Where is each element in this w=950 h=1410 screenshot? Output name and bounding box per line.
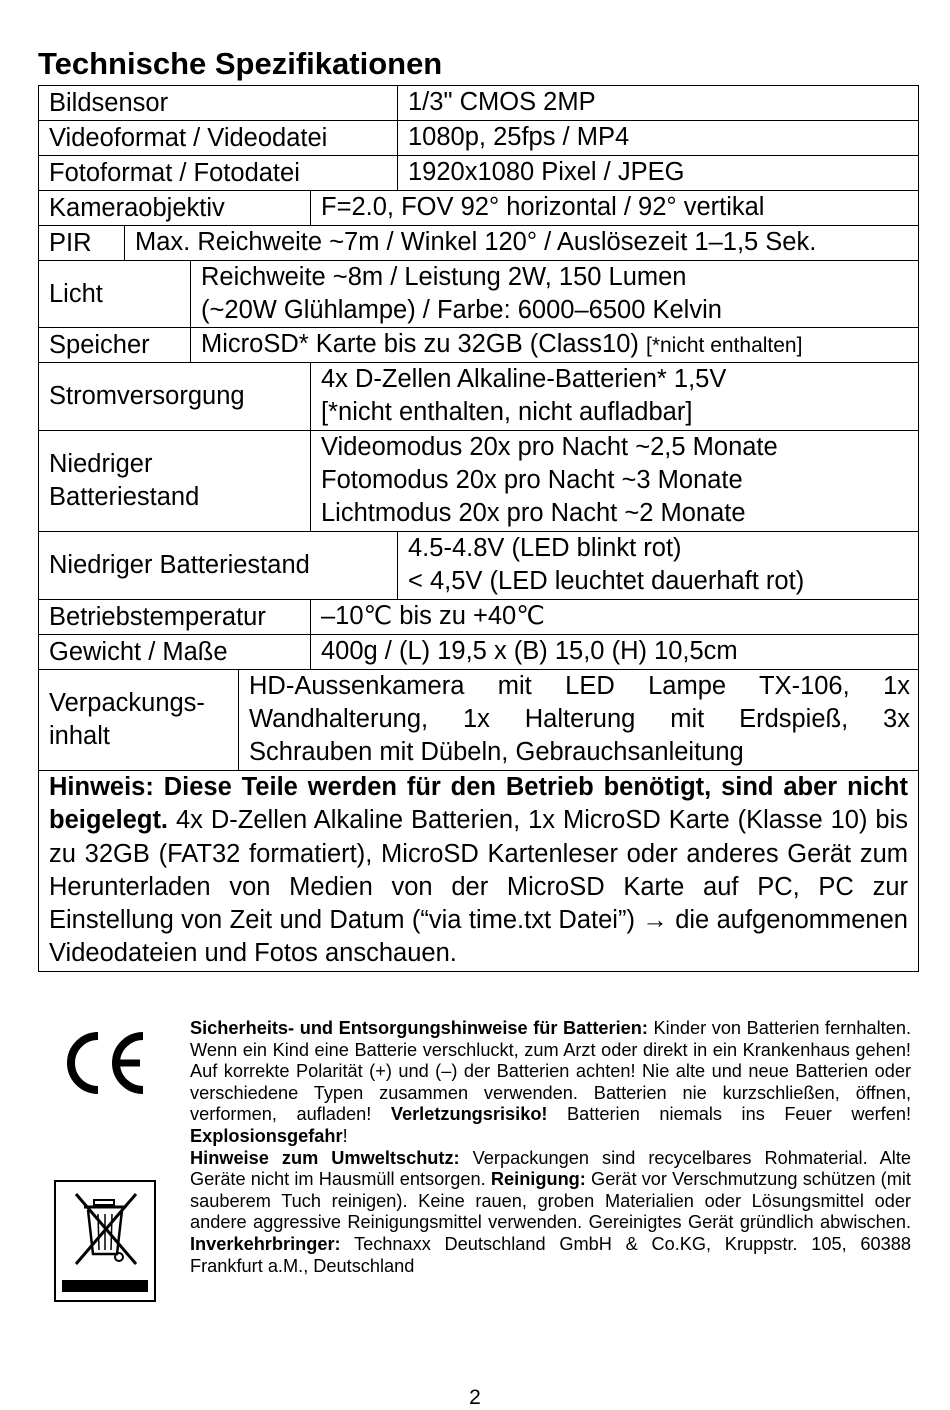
spec-label: Bildsensor [39, 86, 398, 120]
spec-row-niedriger-batteriestand-modi [38, 431, 919, 532]
environment-paragraph: Hinweise zum Umweltschutz: Verpackungen sind recycelbares Rohmaterial. Alte Geräte nicht im Hausmüll entsorgen. Reinigung: Gerät vor Verschmutzung schützen (mit sauberem Tuch reinigen). Keine rauen, groben Materialien oder Lösungsmittel oder andere aggressive Reinigungsmittel verwenden. Gereinigtes Gerät gründlich abwischen. Inverkehrbringer: Technaxx Deutschland GmbH & Co.KG, Kruppstr. 105, 60388 Frankfurt a.M., Deutschland [190, 1147, 911, 1276]
spec-value: F=2.0, FOV 92° horizontal / 92° vertikal [321, 193, 765, 221]
spec-value: –10℃ bis zu +40℃ [321, 602, 545, 630]
spec-row-speicher [38, 328, 919, 363]
spec-value: 4.5-4.8V (LED blinkt rot) < 4,5V (LED leuchtet dauerhaft rot) [408, 534, 805, 595]
spec-label: Kameraobjektiv [39, 191, 311, 225]
spec-value: 1920x1080 Pixel / JPEG [408, 158, 685, 186]
spec-label: Speicher [39, 328, 191, 362]
spec-value: Max. Reichweite ~7m / Winkel 120° / Auslösezeit 1–1,5 Sek. [135, 228, 817, 256]
spec-row-gewicht [38, 635, 919, 670]
spec-value: Videomodus 20x pro Nacht ~2,5 Monate Fotomodus 20x pro Nacht ~3 Monate Lichtmodus 20x pro Nacht ~2 Monate [321, 433, 778, 527]
spec-value: HD-Aussenkamera mit LED Lampe TX-106, 1x Wandhalterung, 1x Halterung mit Erdspieß, 3x Schrauben mit Dübeln, Gebrauchsanleitung [249, 672, 910, 766]
battery-safety-paragraph: Sicherheits- und Entsorgungshinweise für Batterien: Kinder von Batterien fernhalten. Wenn ein Kind eine Batterie verschluckt, zum Arzt oder direkt in ein Krankenhaus gehen! Auf korrekte Polarität (+) und (–) der Batterien achten! Nie alte und neue Batterien oder verschiedene Typen zusammen verwenden. Batterien nie kurzschließen, öffnen, verformen, aufladen! Verletzungsrisiko! Batterien niemals ins Feuer werfen! Explosionsgefahr! [190, 1018, 911, 1146]
spec-row-betriebstemperatur [38, 600, 919, 635]
spec-row-bildsensor [38, 85, 919, 121]
spec-value: MicroSD* Karte bis zu 32GB (Class10) [*nicht enthalten] [201, 330, 803, 358]
page-title: Technische Spezifikationen [38, 46, 443, 81]
page-number: 2 [469, 1386, 481, 1409]
spec-row-pir [38, 226, 919, 261]
spec-value: Reichweite ~8m / Leistung 2W, 150 Lumen (~20W Glühlampe) / Farbe: 6000–6500 Kelvin [201, 263, 722, 324]
spec-label: PIR [39, 226, 125, 260]
spec-row-licht [38, 261, 919, 328]
note-text-end: die aufgenommenen Videodateien und Fotos anschauen. [49, 906, 908, 968]
note-text: 4x D-Zellen Alkaline Batterien, 1x MicroSD Karte (Klasse 10) bis zu 32GB (FAT32 formatiert), MicroSD Kartenleser oder anderes Gerät zum Herunterladen von Medien von der MicroSD Karte auf PC, PC zur Einstellung von Zeit und Datum (“via time.txt Datei”) [49, 806, 908, 935]
spec-label: Niedriger Batteriestand [39, 532, 398, 599]
spec-value: 1/3" CMOS 2MP [408, 88, 596, 116]
spec-row-niedriger-batteriestand-led [38, 532, 919, 600]
spec-label: Betriebstemperatur [39, 600, 311, 634]
safety-disposal-text [190, 1018, 911, 1277]
arrow-icon: → [642, 906, 668, 935]
spec-label: Stromversorgung [39, 363, 311, 430]
spec-label: Niedriger Batteriestand [39, 431, 311, 531]
spec-row-kameraobjektiv [38, 191, 919, 226]
note-heading: Hinweis: Diese Teile werden für den Betrieb benötigt, sind aber nicht beigelegt. [49, 773, 908, 835]
spec-row-videoformat [38, 121, 919, 156]
spec-label: Videoformat / Videodatei [39, 121, 398, 155]
spec-row-fotoformat [38, 156, 919, 191]
spec-label: Verpackungs- inhalt [39, 670, 239, 770]
spec-row-verpackungsinhalt [38, 670, 919, 771]
spec-label: Licht [39, 261, 191, 327]
spec-table [38, 85, 919, 972]
requirements-note [38, 771, 919, 972]
weee-bin-icon [54, 1180, 156, 1302]
spec-row-stromversorgung [38, 363, 919, 431]
spec-value: 4x D-Zellen Alkaline-Batterien* 1,5V [*nicht enthalten, nicht aufladbar] [321, 365, 727, 426]
spec-label: Fotoformat / Fotodatei [39, 156, 398, 190]
spec-value: 400g / (L) 19,5 x (B) 15,0 (H) 10,5cm [321, 637, 738, 665]
spec-label: Gewicht / Maße [39, 635, 311, 669]
ce-mark-icon [58, 1030, 153, 1096]
spec-value: 1080p, 25fps / MP4 [408, 123, 630, 151]
